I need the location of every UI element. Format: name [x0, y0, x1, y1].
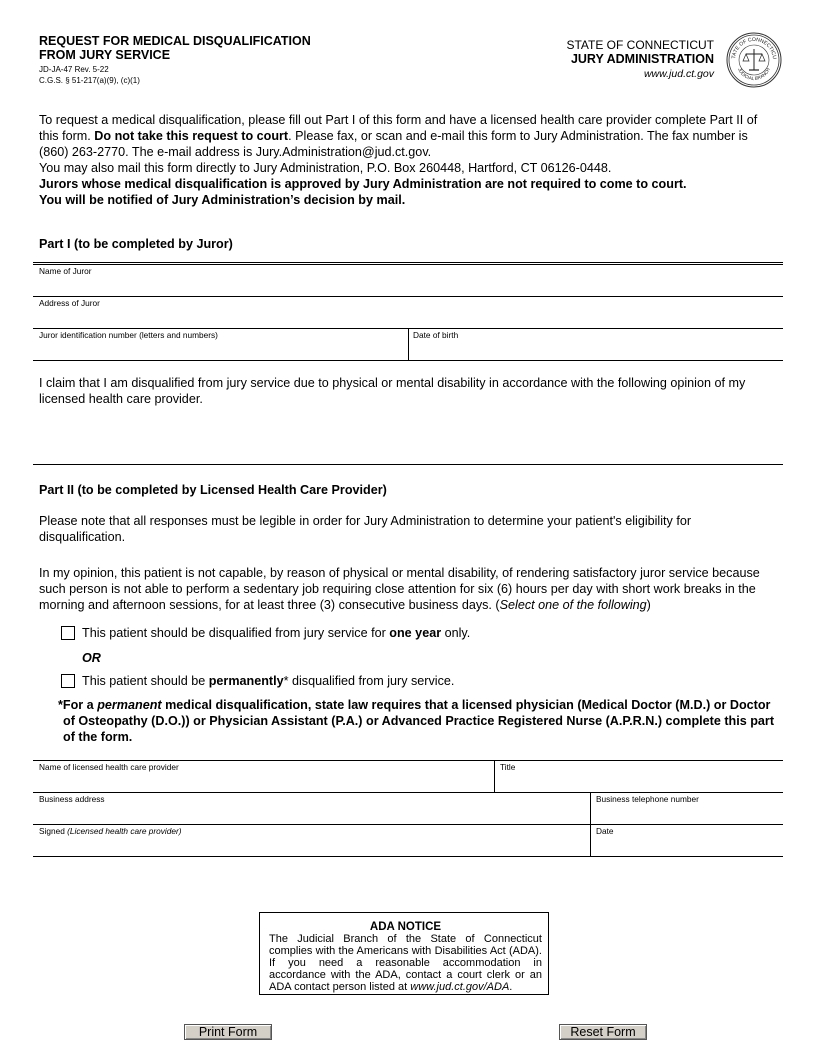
form-title-line1: REQUEST FOR MEDICAL DISQUALIFICATION: [39, 34, 311, 48]
divider: [33, 296, 783, 297]
dob-label: Date of birth: [413, 330, 459, 340]
ada-body-text: The Judicial Branch of the State of Connecticut complies with the Americans with Disabilities Act (ADA). If you need a reasonable accommodation in accordance with the ADA, contact a court clerk or an ADA contact person listed at: [269, 933, 542, 993]
divider: [33, 262, 783, 263]
intro-approval-note: Jurors whose medical disqualification is approved by Jury Administration are not required to come to court.: [39, 177, 687, 191]
opinion-instruction: Select one of the following: [499, 598, 647, 612]
svg-text:STATE OF CONNECTICUT: TATE OF CONNECTICU: [731, 36, 778, 60]
option2-emphasis: permanently: [208, 674, 284, 688]
intro-warning: Do not take this request to court: [94, 129, 289, 143]
intro-contact: . Please fax, or scan and e-mail this form to Jury Administration. The fax number is (860) 263-2770. The e-mail address is Jury.Administration@jud.ct.gov.: [39, 129, 748, 159]
business-phone-field[interactable]: [591, 804, 783, 824]
intro-text: To request a medical disqualification, please fill out Part I of this form and have a licensed health care provider complete Part II of this form.: [39, 113, 758, 143]
footnote-emphasis: permanent: [97, 698, 162, 712]
state-seal-icon: [726, 32, 782, 88]
print-form-button[interactable]: Print Form: [184, 1024, 272, 1040]
form-title-line2: FROM JURY SERVICE: [39, 47, 171, 62]
provider-opinion: [39, 565, 784, 613]
option2-end: * disqualified from jury service.: [283, 674, 455, 688]
divider: [33, 760, 783, 761]
ada-body: [269, 933, 542, 993]
juror-address-field[interactable]: [33, 308, 783, 328]
state-name: STATE OF CONNECTICUT: [566, 38, 714, 52]
business-address-field[interactable]: [33, 804, 590, 824]
divider: [33, 360, 783, 361]
divider: [33, 264, 783, 265]
ada-link[interactable]: www.jud.ct.gov/ADA: [410, 981, 510, 993]
signature-date-field[interactable]: [591, 836, 783, 856]
permanent-footnote: [58, 697, 781, 745]
footnote-text: *For a: [58, 698, 98, 712]
one-year-option-label: [82, 625, 470, 641]
part2-heading: Part II (to be completed by Licensed Health Care Provider): [39, 483, 387, 497]
business-address-label: Business address: [39, 794, 105, 804]
ada-heading: ADA NOTICE: [369, 921, 442, 933]
juror-name-field[interactable]: [33, 276, 783, 296]
or-separator: OR: [82, 651, 101, 665]
reset-form-button[interactable]: Reset Form: [559, 1024, 647, 1040]
instructions-para1: [39, 112, 779, 160]
divider: [33, 824, 783, 825]
agency-name: JURY ADMINISTRATION: [570, 52, 714, 66]
form-number: JD-JA-47 Rev. 5-22: [39, 65, 109, 74]
business-phone-label: Business telephone number: [596, 794, 699, 804]
option1-end: only.: [441, 626, 471, 640]
option2-text: This patient should be: [82, 674, 209, 688]
option1-emphasis: one year: [389, 626, 442, 640]
dob-field[interactable]: [409, 340, 783, 360]
provider-name-label: Name of licensed health care provider: [39, 762, 179, 772]
juror-claim: I claim that I am disqualified from jury service due to physical or mental disability in accordance with the following opinion of my licensed health care provider.: [39, 376, 746, 406]
signature-field[interactable]: [33, 836, 590, 856]
opinion-text: In my opinion, this patient is not capable, by reason of physical or mental disability, of rendering satisfactory juror service because such person is not able to perform a sedentary job requiring close attention for six (6) hours per day with short work breaks in the morning and afternoon sessions, for at least three (3) consecutive business days. (: [39, 566, 760, 612]
permanent-checkbox[interactable]: [61, 674, 75, 688]
agency-block: [566, 38, 714, 81]
instructions: [39, 112, 779, 208]
ada-notice: [259, 912, 549, 995]
form-identifiers: [39, 64, 140, 86]
signature-label-note: (Licensed health care provider): [67, 826, 182, 836]
statute-reference: C.G.S. § 51-217(a)(9), (c)(1): [39, 76, 140, 85]
option1-text: This patient should be disqualified from jury service for: [82, 626, 390, 640]
divider: [33, 856, 783, 857]
website: www.jud.ct.gov: [643, 68, 714, 80]
svg-text:JUDICIAL BRANCH: JUDICIAL BRANCH: [737, 67, 771, 82]
provider-title-label: Title: [500, 762, 516, 772]
provider-title-field[interactable]: [495, 772, 783, 792]
signature-label: [39, 826, 182, 836]
intro-mail: You may also mail this form directly to Jury Administration, P.O. Box 260448, Hartford, CT 06126-0448.: [39, 161, 612, 175]
intro-notification-note: You will be notified of Jury Administration’s decision by mail.: [39, 193, 406, 207]
permanent-option-label: [82, 673, 454, 689]
footnote-end: medical disqualification, state law requires that a licensed physician (Medical Doctor (M.D.) or Doctor of Osteopathy (D.O.)) or Physician Assistant (P.A.) or Advanced Practice Registered Nurse (A.P.R.N.) complete this part of the form.: [63, 698, 775, 744]
provider-name-field[interactable]: [33, 772, 494, 792]
ada-body-end: .: [509, 981, 513, 993]
juror-id-field[interactable]: [33, 340, 408, 360]
legibility-note: Please note that all responses must be legible in order for Jury Administration to determine your patient's eligibility for disqualification.: [39, 514, 692, 544]
juror-id-label: Juror identification number (letters and numbers): [39, 330, 218, 340]
one-year-checkbox[interactable]: [61, 626, 75, 640]
form-title: [39, 35, 311, 62]
divider: [33, 792, 783, 793]
signature-label-text: Signed: [39, 826, 68, 836]
part1-heading: Part I (to be completed by Juror): [39, 237, 233, 251]
opinion-end: ): [646, 598, 651, 612]
juror-address-label: Address of Juror: [39, 298, 100, 308]
signature-date-label: Date: [596, 826, 614, 836]
divider: [33, 464, 783, 465]
juror-name-label: Name of Juror: [39, 266, 92, 276]
